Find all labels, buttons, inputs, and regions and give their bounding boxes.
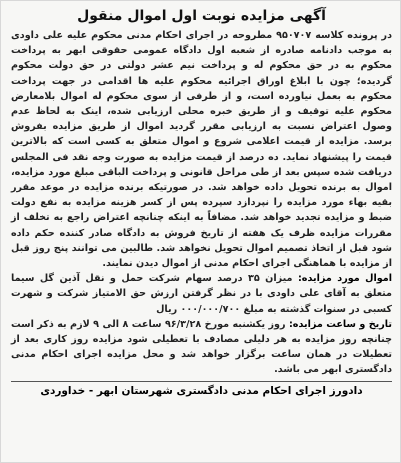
property-label: اموال مورد مزایده: (297, 273, 392, 285)
notice-paragraph-date (11, 317, 392, 378)
notice-paragraph-main: در پرونده کلاسه ۹۵۰۷۰۷ مطروحه در اجرای احکام مدنی محکوم علیه علی داودی به موجب دادنامه صادره از شعبه اول دادگاه عمومی حقوقی ابهر به پرداخت محکوم به در حق محکوم له و پرداخت نیم عشر دولتی در حق دولت محکوم گردیده؛ چون با ابلاغ اوراق اجرائیه محکوم علیه ها اقدامی در جهت پرداخت محکوم به بعمل نیاورده است، و از طرفی از سوی محکوم له اموال بلامعارض محکوم علیه توقیف و از طریق خبره محلی ارزیابی شده، اینک به لحاظ عدم وصول اعتراض نسبت به ارزیابی مقرر گردید اموال از طریق مزایده بفروش برسد. مزایده از قیمت اعلامی شروع و اموال متعلق به کسی است که بالاترین قیمت را پیشنهاد نماید. ده درصد از قیمت مزایده به صورت وجه نقد فی المجلس دریافت شده سپس بعد از طی مراحل قانونی و پرداخت الباقی مبلغ مورد مزایده، اموال به برنده تحویل داده خواهد شد. در صورتیکه برنده مزایده در موعد مقرر بقیه بهاء مورد مزایده را نپردازد سپرده پس از کسر هزینه مزایده به نفع دولت ضبط و مزایده تجدید خواهد شد. مضافاً به اینکه چنانچه اعتراض راجع به تخلف از مقررات مزایده ظرف یک هفته از تاریخ فروش به دادگاه صادر کننده حکم داده شود قبل از اتخاذ تصمیم اموال تحویل نخواهد شد. طالبین می توانند پنج روز قبل از مزایده با هماهنگی اجرای احکام مدنی از اموال دیدن نمایند. (11, 30, 392, 270)
date-label: تاریخ و ساعت مزایده: (288, 318, 393, 330)
notice-paragraph-property (11, 271, 392, 317)
property-text: میزان ۳۵ درصد سهام شرکت حمل و نقل آذین گل سیما متعلق به آقای علی داودی با در نظر گرفتن ارزش حق الامتیاز شرکت و شهرت کسبی در سنوات گذشته به مبلغ ۰۰۰/۰۰۰/۷۰۰ ریال (11, 273, 392, 315)
notice-title: آگهی مزایده نوبت اول اموال منقول (77, 8, 326, 24)
date-text: روز یکشنبه مورخ ۹۶/۳/۲۸ ساعت ۸ الی ۹ لازم به ذکر است چنانچه روز مزایده به هر دلیلی مصادف با تعطیلی شود مزایده روز کاری بعد از تعطیلات در همان ساعت برگزار خواهد شد و محل مزایده اجرای احکام مدنی دادگستری ابهر می باشد. (11, 318, 392, 376)
footer-divider (11, 381, 392, 382)
notice-signature: دادورز اجرای احکام مدنی دادگستری شهرستان ابهر - خداوردی (40, 384, 363, 397)
notice-body (11, 28, 392, 378)
